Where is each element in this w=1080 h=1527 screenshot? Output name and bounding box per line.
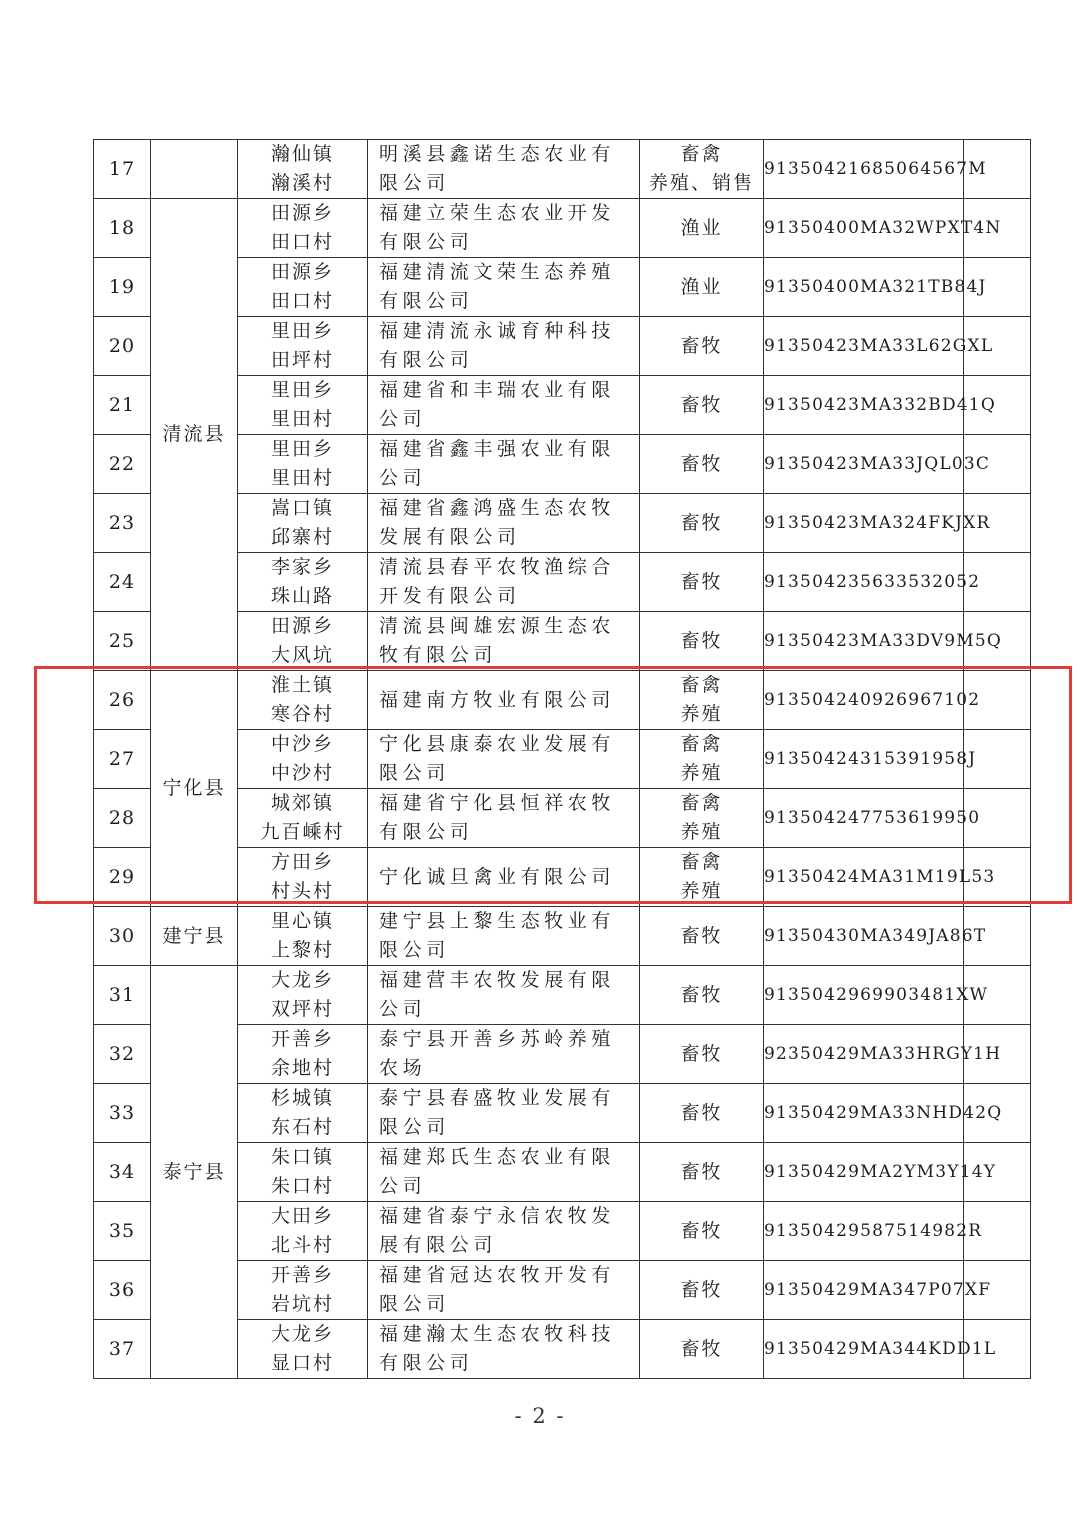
company-name-cell: 宁化县康泰农业发展有限公司	[368, 730, 640, 789]
town-village-cell: 大田乡 北斗村	[238, 1202, 368, 1261]
credit-code-cell: 913504247753619950	[764, 789, 964, 848]
row-number: 29	[94, 848, 151, 907]
row-number: 36	[94, 1261, 151, 1320]
town-village-cell: 朱口镇 朱口村	[238, 1143, 368, 1202]
town-village-cell: 里田乡 里田村	[238, 435, 368, 494]
row-number: 22	[94, 435, 151, 494]
row-number: 25	[94, 612, 151, 671]
company-name-cell: 建宁县上黎生态牧业有限公司	[368, 907, 640, 966]
industry-cell: 畜牧	[640, 1320, 764, 1379]
town-village-cell: 城郊镇 九百嵊村	[238, 789, 368, 848]
company-name-cell: 清流县春平农牧渔综合开发有限公司	[368, 553, 640, 612]
company-name-cell: 福建省冠达农牧开发有限公司	[368, 1261, 640, 1320]
industry-cell: 畜牧	[640, 1261, 764, 1320]
row-number: 26	[94, 671, 151, 730]
industry-cell: 畜牧	[640, 1202, 764, 1261]
table-row	[94, 199, 1031, 258]
company-name-cell: 福建立荣生态农业开发有限公司	[368, 199, 640, 258]
row-number: 27	[94, 730, 151, 789]
row-number: 19	[94, 258, 151, 317]
town-village-cell: 田源乡 田口村	[238, 199, 368, 258]
row-number: 33	[94, 1084, 151, 1143]
company-name-cell: 福建省泰宁永信农牧发展有限公司	[368, 1202, 640, 1261]
industry-cell: 渔业	[640, 258, 764, 317]
county-cell: 清流县	[151, 199, 238, 671]
credit-code-cell: 91350429MA33NHD42Q	[764, 1084, 964, 1143]
town-village-cell: 里田乡 田坪村	[238, 317, 368, 376]
town-village-cell: 李家乡 珠山路	[238, 553, 368, 612]
row-number: 37	[94, 1320, 151, 1379]
credit-code-cell: 92350429MA33HRGY1H	[764, 1025, 964, 1084]
company-name-cell: 宁化诚旦禽业有限公司	[368, 848, 640, 907]
company-name-cell: 福建省宁化县恒祥农牧有限公司	[368, 789, 640, 848]
industry-cell: 畜牧	[640, 553, 764, 612]
credit-code-cell: 913504240926967102	[764, 671, 964, 730]
county-cell: 泰宁县	[151, 966, 238, 1379]
credit-code-cell: 91350424MA31M19L53	[764, 848, 964, 907]
company-name-cell: 泰宁县开善乡苏岭养殖农场	[368, 1025, 640, 1084]
county-cell: 建宁县	[151, 907, 238, 966]
row-number: 35	[94, 1202, 151, 1261]
row-number: 32	[94, 1025, 151, 1084]
table-row	[94, 140, 1031, 199]
row-number: 17	[94, 140, 151, 199]
town-village-cell: 田源乡 田口村	[238, 258, 368, 317]
row-number: 34	[94, 1143, 151, 1202]
company-name-cell: 福建省鑫丰强农业有限公司	[368, 435, 640, 494]
town-village-cell: 里田乡 里田村	[238, 376, 368, 435]
company-name-cell: 泰宁县春盛牧业发展有限公司	[368, 1084, 640, 1143]
credit-code-cell: 91350429MA344KDD1L	[764, 1320, 964, 1379]
credit-code-cell: 91350429587514982R	[764, 1202, 964, 1261]
industry-cell: 畜牧	[640, 1084, 764, 1143]
row-number: 21	[94, 376, 151, 435]
company-name-cell: 福建清流文荣生态养殖有限公司	[368, 258, 640, 317]
credit-code-cell: 91350430MA349JA86T	[764, 907, 964, 966]
page-number: - 2 -	[514, 1404, 566, 1428]
town-village-cell: 杉城镇 东石村	[238, 1084, 368, 1143]
town-village-cell: 嵩口镇 邱寨村	[238, 494, 368, 553]
industry-cell: 畜牧	[640, 1143, 764, 1202]
industry-cell: 畜禽 养殖	[640, 789, 764, 848]
credit-code-cell: 91350424315391958J	[764, 730, 964, 789]
industry-cell: 畜禽 养殖	[640, 848, 764, 907]
credit-code-cell: 91350429MA2YM3Y14Y	[764, 1143, 964, 1202]
row-number: 20	[94, 317, 151, 376]
town-village-cell: 开善乡 余地村	[238, 1025, 368, 1084]
town-village-cell: 里心镇 上黎村	[238, 907, 368, 966]
industry-cell: 畜禽 养殖	[640, 671, 764, 730]
credit-code-cell: 91350429MA347P07XF	[764, 1261, 964, 1320]
town-village-cell: 中沙乡 中沙村	[238, 730, 368, 789]
company-name-cell: 清流县闽雄宏源生态农牧有限公司	[368, 612, 640, 671]
industry-cell: 畜牧	[640, 317, 764, 376]
town-village-cell: 方田乡 村头村	[238, 848, 368, 907]
table-row	[94, 671, 1031, 730]
industry-cell: 畜牧	[640, 612, 764, 671]
table-row	[94, 966, 1031, 1025]
row-number: 31	[94, 966, 151, 1025]
company-name-cell: 福建清流永诚育种科技有限公司	[368, 317, 640, 376]
credit-code-cell: 91350400MA32WPXT4N	[764, 199, 964, 258]
credit-code-cell: 9135042969903481XW	[764, 966, 964, 1025]
town-village-cell: 大龙乡 显口村	[238, 1320, 368, 1379]
industry-cell: 畜牧	[640, 966, 764, 1025]
town-village-cell: 瀚仙镇 瀚溪村	[238, 140, 368, 199]
enterprise-list-table	[93, 139, 1031, 1379]
credit-code-cell: 91350423MA33L62GXL	[764, 317, 964, 376]
industry-cell: 畜牧	[640, 1025, 764, 1084]
row-number: 28	[94, 789, 151, 848]
company-name-cell: 福建南方牧业有限公司	[368, 671, 640, 730]
industry-cell: 畜牧	[640, 376, 764, 435]
table-row	[94, 907, 1031, 966]
company-name-cell: 福建省和丰瑞农业有限公司	[368, 376, 640, 435]
industry-cell: 渔业	[640, 199, 764, 258]
county-cell	[151, 140, 238, 199]
credit-code-cell: 91350400MA321TB84J	[764, 258, 964, 317]
credit-code-cell: 913504235633532052	[764, 553, 964, 612]
company-name-cell: 福建省鑫鸿盛生态农牧发展有限公司	[368, 494, 640, 553]
company-name-cell: 福建郑氏生态农业有限公司	[368, 1143, 640, 1202]
town-village-cell: 大龙乡 双坪村	[238, 966, 368, 1025]
town-village-cell: 田源乡 大风坑	[238, 612, 368, 671]
credit-code-cell: 91350423MA332BD41Q	[764, 376, 964, 435]
company-name-cell: 明溪县鑫诺生态农业有限公司	[368, 140, 640, 199]
row-number: 30	[94, 907, 151, 966]
industry-cell: 畜禽 养殖、销售	[640, 140, 764, 199]
company-name-cell: 福建瀚太生态农牧科技有限公司	[368, 1320, 640, 1379]
industry-cell: 畜牧	[640, 907, 764, 966]
town-village-cell: 淮土镇 寒谷村	[238, 671, 368, 730]
industry-cell: 畜牧	[640, 494, 764, 553]
town-village-cell: 开善乡 岩坑村	[238, 1261, 368, 1320]
county-cell: 宁化县	[151, 671, 238, 907]
credit-code-cell: 91350423MA33DV9M5Q	[764, 612, 964, 671]
credit-code-cell: 91350423MA33JQL03C	[764, 435, 964, 494]
company-name-cell: 福建营丰农牧发展有限公司	[368, 966, 640, 1025]
row-number: 18	[94, 199, 151, 258]
credit-code-cell: 91350423MA324FKJXR	[764, 494, 964, 553]
row-number: 24	[94, 553, 151, 612]
industry-cell: 畜牧	[640, 435, 764, 494]
table-body	[94, 140, 1031, 1379]
row-number: 23	[94, 494, 151, 553]
industry-cell: 畜禽 养殖	[640, 730, 764, 789]
credit-code-cell: 91350421685064567M	[764, 140, 964, 199]
